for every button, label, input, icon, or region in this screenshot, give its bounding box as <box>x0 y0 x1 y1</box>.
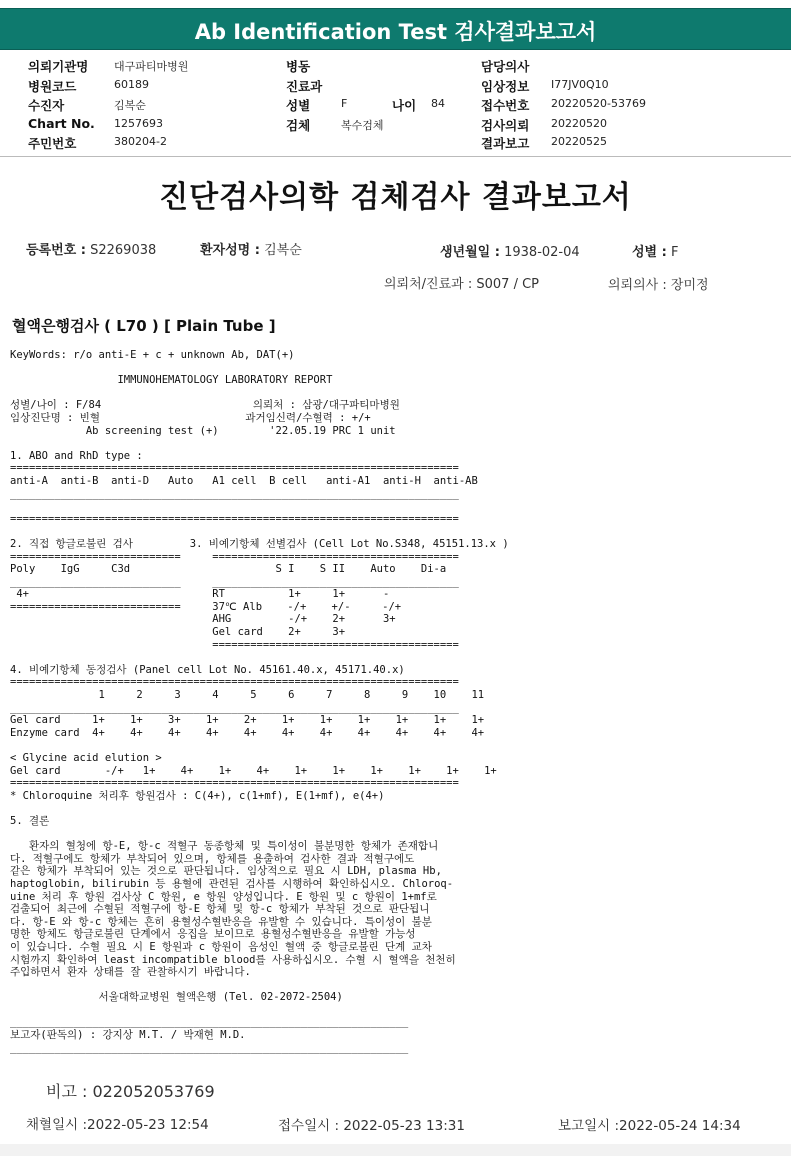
header-divider <box>0 156 791 157</box>
body-line: 4+ RT 1+ 1+ - <box>10 588 390 601</box>
patient-label: 환자성명 : <box>200 243 260 258</box>
dept-label: 의뢰처/진료과 : <box>384 277 473 292</box>
body-line: 2. 직접 항글로불린 검사 3. 비예기항체 선별검사 (Cell Lot No.S348, 45151.13.x ) <box>10 537 509 550</box>
body-line: 시험까지 확인하여 least incompatible blood를 사용하십시오. 수혈 시 혈액을 천천히 <box>10 953 456 966</box>
body-line: Ab screening test (+) '22.05.19 PRC 1 unit <box>10 424 396 437</box>
label-age: 나이 <box>392 98 417 113</box>
collected-row <box>26 1113 209 1133</box>
value-sex: F <box>341 97 348 110</box>
body-line <box>10 739 509 752</box>
body-line <box>10 979 509 992</box>
label-chart-no: Chart No. <box>28 116 95 131</box>
body-line: Poly IgG C3d S I S II Auto Di-a <box>10 563 447 576</box>
dob-label: 생년월일 : <box>440 245 500 260</box>
body-line: Gel card -/+ 1+ 4+ 1+ 4+ 1+ 1+ 1+ 1+ 1+ 1+ <box>10 764 497 777</box>
body-line <box>10 651 509 664</box>
body-line: 5. 결론 <box>10 814 50 827</box>
body-line: < Glycine acid elution > <box>10 752 162 764</box>
body-line <box>10 362 509 375</box>
label-ward: 병동 <box>286 59 311 74</box>
sex-row <box>632 241 678 260</box>
value-request-date: 20220520 <box>551 117 607 130</box>
label-patient: 수진자 <box>28 98 65 113</box>
body-line: 보고자(판독의) : 강지상 M.T. / 박재현 M.D. <box>10 1029 246 1042</box>
body-line: 이 있습니다. 수혈 필요 시 E 항원과 c 항원이 음성인 혈액 중 항글로불린 단계 교차 <box>10 940 432 953</box>
body-line <box>10 437 509 450</box>
received-label: 접수일시 : <box>278 1118 340 1134</box>
body-line <box>10 525 509 538</box>
value-specimen: 복수검체 <box>341 119 384 132</box>
dob-value: 1938-02-04 <box>504 245 580 260</box>
collected-label: 채혈일시 : <box>26 1117 88 1133</box>
body-line: 서울대학교병원 혈액은행 (Tel. 02-2072-2504) <box>10 991 343 1004</box>
report-body-text <box>10 349 509 1054</box>
body-line: ======================================================================= <box>10 777 459 790</box>
body-line: uine 처리 후 항원 검사상 C 항원, e 항원 양성입니다. E 항원 및 c 항원이 1+mf로 <box>10 890 437 903</box>
body-line: 임상진단명 : 빈혈 과거임신력/수혈력 : +/+ <box>10 411 371 424</box>
remark-label: 비고 : <box>46 1082 88 1101</box>
body-line: 명한 항체도 항글로불린 단계에서 응집을 보이므로 용혈성수혈반응을 유발할 가능성 <box>10 928 416 941</box>
section-title: 혈액은행검사 ( L70 ) [ Plain Tube ] <box>12 317 276 335</box>
label-hospital: 의뢰기관명 <box>28 59 89 74</box>
body-line: _______________________________________________________________________ <box>10 701 459 714</box>
value-report-date: 20220525 <box>551 135 607 148</box>
label-receipt-no: 접수번호 <box>481 98 530 113</box>
body-line: haptoglobin, bilirubin 등 용혈에 관련된 검사를 시행하여 확인하십시오. Chloroq- <box>10 877 454 890</box>
received-row <box>278 1114 465 1134</box>
body-line: _______________________________________________________________________ <box>10 487 459 500</box>
body-line: 같은 항체가 부착되어 있는 것으로 판단됩니다. 임상적으로 필요 시 LDH, plasma Hb, <box>10 865 442 878</box>
value-receipt-no: 20220520-53769 <box>551 97 646 110</box>
value-chart-no: 1257693 <box>114 117 163 130</box>
body-line: _______________________________________________________________ <box>10 1016 409 1029</box>
dob-row <box>440 241 580 260</box>
dept-row <box>384 273 539 292</box>
value-hospital-code: 60189 <box>114 78 149 91</box>
body-line: ======================================================================= <box>10 512 459 525</box>
body-line: =========================== ======================================= <box>10 550 459 563</box>
label-specimen: 검체 <box>286 118 311 133</box>
label-hospital-code: 병원코드 <box>28 79 77 94</box>
body-line: ___________________________ _______________________________________ <box>10 575 459 588</box>
report-title: 진단검사의학 검체검사 결과보고서 <box>159 180 632 215</box>
doctor-label: 의뢰의사 : <box>608 278 667 293</box>
banner-title: Ab Identification Test 검사결과보고서 <box>194 20 597 44</box>
body-line: ======================================= <box>10 638 459 651</box>
sex-value: F <box>670 245 679 260</box>
body-line: Gel card 1+ 1+ 3+ 1+ 2+ 1+ 1+ 1+ 1+ 1+ 1+ <box>10 714 485 727</box>
value-age: 84 <box>431 97 445 110</box>
label-sex: 성별 <box>286 98 311 113</box>
body-line: 환자의 혈청에 항-E, 항-c 적혈구 동종항체 및 특이성이 불분명한 항체가 존재합니 <box>10 840 439 853</box>
reported-value: 2022-05-24 14:34 <box>619 1118 741 1134</box>
value-clinical-info: I77JV0Q10 <box>551 78 609 91</box>
label-report-date: 결과보고 <box>481 136 530 151</box>
label-department: 진료과 <box>286 79 323 94</box>
body-line: * Chloroquine 처리후 항원검사 : C(4+), c(1+mf), E(1+mf), e(4+) <box>10 789 385 802</box>
value-patient: 김복순 <box>114 99 146 112</box>
body-line: ======================================================================= <box>10 462 459 475</box>
title-banner <box>0 8 791 50</box>
reg-no-row <box>26 239 156 258</box>
body-line <box>10 500 509 513</box>
label-resident-no: 주민번호 <box>28 136 77 151</box>
received-value: 2022-05-23 13:31 <box>343 1118 465 1134</box>
label-physician: 담당의사 <box>481 59 530 74</box>
body-line: 성별/나이 : F/84 의뢰처 : 삼광/대구파티마병원 <box>10 399 400 412</box>
dept-value: S007 / CP <box>476 277 540 292</box>
body-line: 1 2 3 4 5 6 7 8 9 10 11 <box>10 689 485 702</box>
body-line: anti-A anti-B anti-D Auto A1 cell B cell anti-A1 anti-H anti-AB <box>10 474 478 487</box>
body-line: 주입하면서 환자 상태를 잘 관찰하시기 바랍니다. <box>10 966 251 979</box>
body-line: Gel card 2+ 3+ <box>10 626 346 639</box>
sex-label: 성별 : <box>632 245 667 260</box>
body-line: 1. ABO and RhD type : <box>10 449 143 462</box>
patient-row <box>200 239 302 258</box>
body-line: 4. 비예기항체 동정검사 (Panel cell Lot No. 45161.40.x, 45171.40.x) <box>10 663 405 676</box>
value-hospital: 대구파티마병원 <box>114 60 189 73</box>
body-line <box>10 1004 509 1017</box>
body-line: IMMUNOHEMATOLOGY LABORATORY REPORT <box>10 374 333 387</box>
remark-row <box>46 1079 215 1102</box>
patient-value: 김복순 <box>264 243 302 258</box>
value-resident-no: 380204-2 <box>114 135 167 148</box>
body-line: KeyWords: r/o anti-E + c + unknown Ab, DAT(+) <box>10 349 295 361</box>
body-line: ======================================================================= <box>10 676 459 689</box>
reported-label: 보고일시 : <box>558 1118 620 1134</box>
reg-no-value: S2269038 <box>90 243 157 258</box>
body-line: AHG -/+ 2+ 3+ <box>10 613 396 626</box>
label-clinical-info: 임상정보 <box>481 79 530 94</box>
body-line: 검출되어 최근에 수혈된 적혈구에 항-E 항체 및 항-c 항체가 부착된 것으로 판단됩니 <box>10 903 430 916</box>
doctor-value: 장미정 <box>670 278 709 293</box>
body-line: _______________________________________________________________ <box>10 1041 409 1054</box>
body-line: 다. 적혈구에도 항체가 부착되어 있으며, 항체를 용출하여 검사한 결과 적혈구에도 <box>10 852 415 865</box>
label-request-date: 검사의뢰 <box>481 118 530 133</box>
body-line: =========================== 37℃ Alb -/+ +/- -/+ <box>10 600 402 613</box>
remark-value: 022052053769 <box>92 1082 215 1101</box>
body-line: Enzyme card 4+ 4+ 4+ 4+ 4+ 4+ 4+ 4+ 4+ 4+ 4+ <box>10 726 485 739</box>
body-line <box>10 802 509 815</box>
reported-row <box>558 1114 741 1134</box>
reg-no-label: 등록번호 : <box>26 243 86 258</box>
body-line <box>10 828 509 841</box>
body-line <box>10 387 509 400</box>
body-line: 다. 항-E 와 항-c 항체는 흔히 용혈성수혈반응을 유발할 수 있습니다. 특이성이 불분 <box>10 915 432 928</box>
collected-value: 2022-05-23 12:54 <box>87 1117 209 1133</box>
doctor-row <box>608 274 709 293</box>
